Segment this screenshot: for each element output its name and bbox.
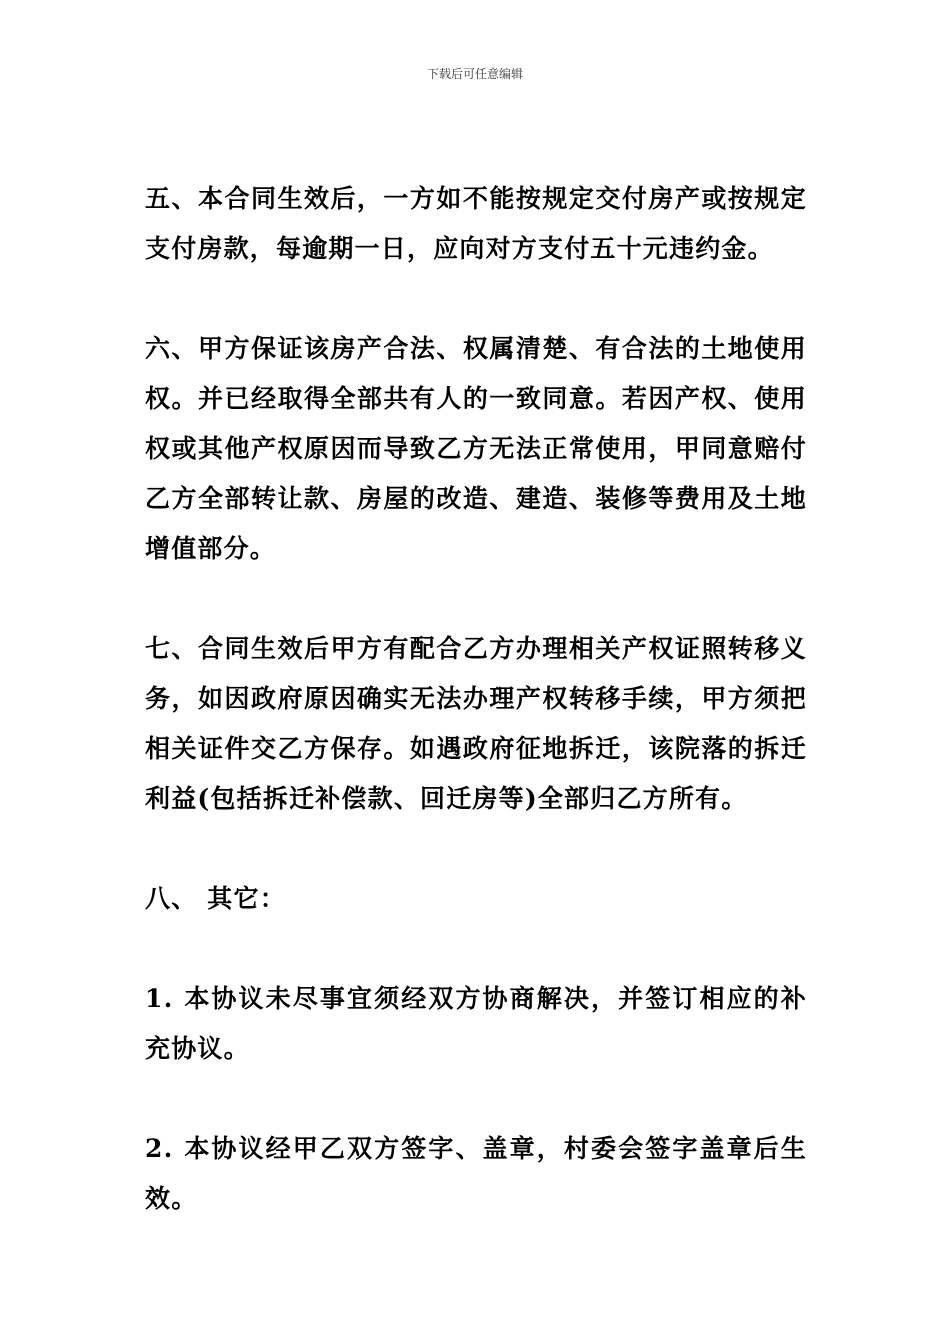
page-header: 下载后可任意编辑 xyxy=(426,67,523,81)
paragraph-gap xyxy=(145,924,807,974)
paragraph-gap xyxy=(145,824,807,874)
paragraph-gap xyxy=(145,574,807,624)
paragraph-gap xyxy=(145,274,807,324)
clause-7: 七、合同生效后甲方有配合乙方办理相关产权证照转移义务，如因政府原因确实无法办理产权转移手续，甲方须把相关证件交乙方保存。如遇政府征地拆迁，该院落的拆迁利益(包括拆迁补偿款、回迁房等)全部归乙方所有。 xyxy=(145,634,807,813)
clause-8-item-1: 1. 本协议未尽事宜须经双方协商解决，并签订相应的补充协议。 xyxy=(145,984,807,1063)
clause-8-heading: 八、 其它： xyxy=(145,884,286,913)
paragraph-gap xyxy=(145,1074,807,1124)
clause-6: 六、甲方保证该房产合法、权属清楚、有合法的土地使用权。并已经取得全部共有人的一致同意。若因产权、使用权或其他产权原因而导致乙方无法正常使用，甲同意赔付乙方全部转让款、房屋的改造、建造、装修等费用及土地增值部分。 xyxy=(145,334,807,563)
clause-5: 五、本合同生效后，一方如不能按规定交付房产或按规定支付房款，每逾期一日，应向对方支付五十元违约金。 xyxy=(145,184,807,263)
clause-8-item-2: 2. 本协议经甲乙双方签字、盖章，村委会签字盖章后生效。 xyxy=(145,1134,807,1213)
document-body xyxy=(145,174,807,1224)
